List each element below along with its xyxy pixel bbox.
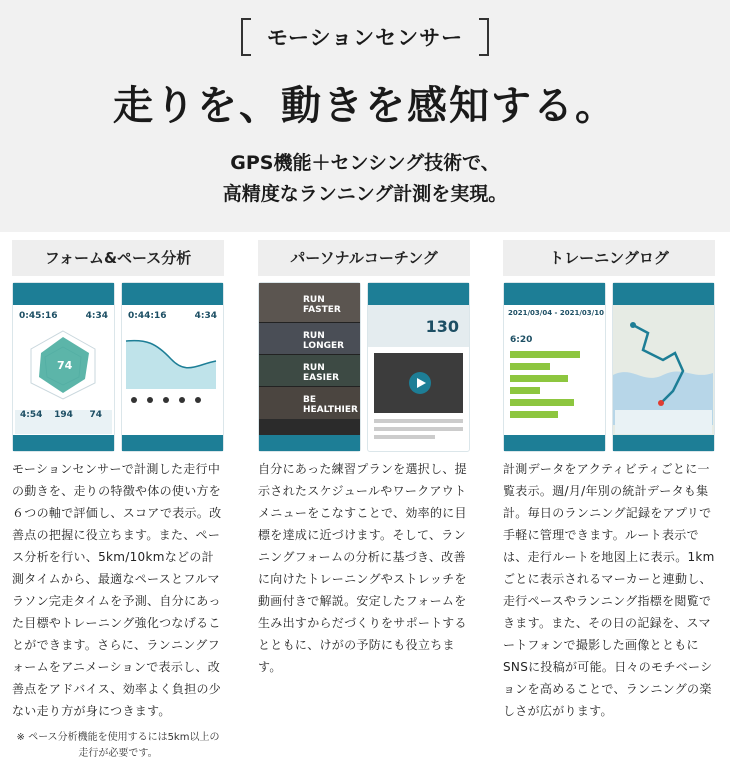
subhead-line-2: 高精度なランニング計測を実現。 [222, 183, 508, 205]
app-header-bar [122, 283, 223, 305]
date-range: 2021/03/04 - 2021/03/10 [508, 309, 604, 317]
app-header-bar [613, 283, 714, 305]
plan-label: RUN FASTER [303, 295, 341, 315]
feature-coaching [258, 240, 470, 678]
plan-photo [259, 355, 360, 387]
stat-box [647, 410, 679, 434]
plan-photo [259, 283, 360, 323]
subhead [0, 148, 730, 210]
app-tab-bar [259, 435, 360, 451]
app-tab-bar [613, 435, 714, 451]
app-header-bar [368, 283, 469, 305]
time-value: 6:20 [510, 335, 533, 345]
runner-markers-icon [128, 395, 214, 405]
headline: 走りを、動きを感知する。 [113, 83, 617, 129]
plan-label: BE HEALTHIER [303, 395, 358, 415]
workout-value: 130 [425, 317, 459, 336]
feature-description: 計測データをアクティビティごとに一覧表示。週/月/年別の統計データも集計。毎日のランニング記録をアプリで手軽に管理できます。ルート表示では、走行ルートを地図上に表示。1kmごとに表示されるマーカーと連動し、走行ペースやランニング指標を閲覧できます。また、その日の記録を、スマートフォンで撮影した画像とともにSNSに投稿が可能。日々のモチベーションを高めることで、ランニングの楽しさが広がります。 [503, 462, 715, 718]
pace-value: 4:34 [85, 311, 108, 321]
app-tab-bar [504, 435, 605, 451]
weekly-bars-icon [510, 349, 594, 429]
time-value: 0:45:16 [19, 311, 58, 321]
stat-pace: 4:54 [15, 410, 47, 434]
kicker-label: モーションセンサー [241, 18, 489, 56]
feature-form-pace [12, 240, 224, 762]
feature-description: モーションセンサーで計測した走行中の動きを、走りの特徴や体の使い方を６つの軸で評価し、スコアで表示。改善点の把握に役立ちます。また、ペース分析を行い、5km/10kmなどの計測タイムから、最適なペースとフルマラソン完走タイムを予測、自分にあった目標やトレーニング強化つなげることができます。さらに、ランニングフォームをアニメーションで表示し、改善点をアドバイス、効率よく負担の少ない走り方が身につきます。 [12, 462, 222, 718]
workout-panel [368, 305, 469, 347]
app-tab-bar [13, 435, 114, 451]
plan-photo [259, 323, 360, 355]
stat-cadence: 194 [47, 410, 79, 434]
app-tab-bar [122, 435, 223, 451]
form-score: 74 [57, 359, 73, 372]
stat-box [615, 410, 647, 434]
screenshot-workout-video [367, 282, 470, 452]
play-icon[interactable] [408, 371, 432, 395]
footnote: ※ ペース分析機能を使用するには5km以上の走行が必要です。 [16, 732, 220, 759]
screenshot-plan-menu [258, 282, 361, 452]
screenshot-route-map [612, 282, 715, 452]
kicker [0, 18, 730, 56]
screenshot-form-score [12, 282, 115, 452]
plan-label: RUN EASIER [303, 363, 340, 383]
pace-graph-icon [126, 329, 216, 389]
app-header-bar [13, 283, 114, 305]
feature-title: フォーム&ペース分析 [12, 240, 224, 276]
screenshot-activity-stats [503, 282, 606, 452]
feature-description: 自分にあった練習プランを選択し、提示されたスケジュールやワークアウトメニューをこなすことで、効率的に目標を達成に近づけます。そして、ランニングフォームの分析に基づき、改善に向けたトレーニングやストレッチを動画付きで解説。安定したフォームを生み出すからだづくりをサポートするとともに、けがの予防にも役立ちます。 [258, 462, 467, 674]
text-line [374, 419, 463, 423]
app-screenshots [258, 282, 470, 452]
app-screenshots [503, 282, 715, 452]
app-header-bar [504, 283, 605, 305]
stat-score: 74 [80, 410, 112, 434]
time-value: 0:44:16 [128, 311, 167, 321]
plan-photo [259, 387, 360, 419]
text-line [374, 427, 463, 431]
plan-label: RUN LONGER [303, 331, 345, 351]
feature-title: パーソナルコーチング [258, 240, 470, 276]
video-player[interactable] [374, 353, 463, 413]
hero-header [0, 0, 730, 232]
pace-value: 4:34 [194, 311, 217, 321]
subhead-line-1: GPS機能＋センシング技術で、 [230, 152, 500, 174]
stat-box [680, 410, 712, 434]
feature-training-log [503, 240, 715, 722]
screenshot-pace-analysis [121, 282, 224, 452]
route-map-icon [613, 305, 713, 425]
text-line [374, 435, 435, 439]
app-screenshots [12, 282, 224, 452]
feature-title: トレーニングログ [503, 240, 715, 276]
